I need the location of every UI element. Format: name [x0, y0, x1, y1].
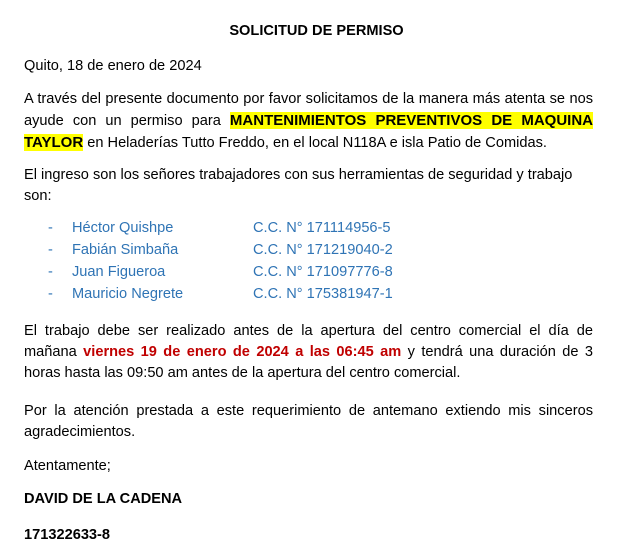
- worker-id: C.C. N° 171114956-5: [253, 220, 391, 236]
- worker-name: Mauricio Negrete: [72, 286, 184, 302]
- signer-name: DAVID DE LA CADENA: [24, 491, 183, 507]
- worker-id: C.C. N° 171219040-2: [253, 242, 393, 258]
- signer-id: 171322633-8: [24, 527, 111, 543]
- worker-item: [24, 261, 593, 283]
- schedule-text-start: El trabajo debe ser realizado antes de la apertura del centro comercial el día de mañana: [24, 323, 593, 360]
- place-date: Quito, 18 de enero de 2024: [24, 58, 202, 74]
- schedule-text-end: y tendrá una duración de 3 horas hasta las 09:50 am antes de la apertura del centro comercial.: [24, 344, 594, 381]
- intro-paragraph: [24, 89, 593, 154]
- worker-item: [24, 239, 593, 261]
- workers-list: [24, 217, 593, 305]
- worker-name: Fabián Simbaña: [72, 242, 179, 258]
- list-dash: -: [48, 286, 53, 302]
- list-dash: -: [48, 242, 53, 258]
- list-dash: -: [48, 220, 53, 236]
- worker-item: [24, 283, 593, 305]
- schedule-paragraph: [24, 321, 593, 384]
- worker-name: Juan Figueroa: [72, 264, 166, 280]
- workers-intro: El ingreso son los señores trabajadores con sus herramientas de seguridad y trabajo son:: [24, 167, 573, 204]
- schedule-datetime: viernes 19 de enero de 2024 a las 06:45 am: [83, 344, 402, 360]
- document-title: SOLICITUD DE PERMISO: [229, 23, 404, 39]
- thanks-paragraph: Por la atención prestada a este requerimiento de antemano extiendo mis sinceros agradecimientos.: [24, 403, 593, 440]
- worker-id: C.C. N° 175381947-1: [253, 286, 393, 302]
- worker-name: Héctor Quishpe: [72, 220, 174, 236]
- closing-salutation: Atentamente;: [24, 458, 111, 474]
- worker-id: C.C. N° 171097776-8: [253, 264, 393, 280]
- intro-text-end: en Heladerías Tutto Freddo, en el local N118A e isla Patio de Comidas.: [83, 135, 547, 151]
- list-dash: -: [48, 264, 53, 280]
- highlighted-service: MANTENIMIENTOS PREVENTIVOS DE MAQUINA TAYLOR: [24, 112, 593, 151]
- document-page: [24, 20, 593, 546]
- intro-text-start: A través del presente documento por favor solicitamos de la manera más atenta se nos ayude con un permiso para: [24, 91, 593, 129]
- worker-item: [24, 217, 593, 239]
